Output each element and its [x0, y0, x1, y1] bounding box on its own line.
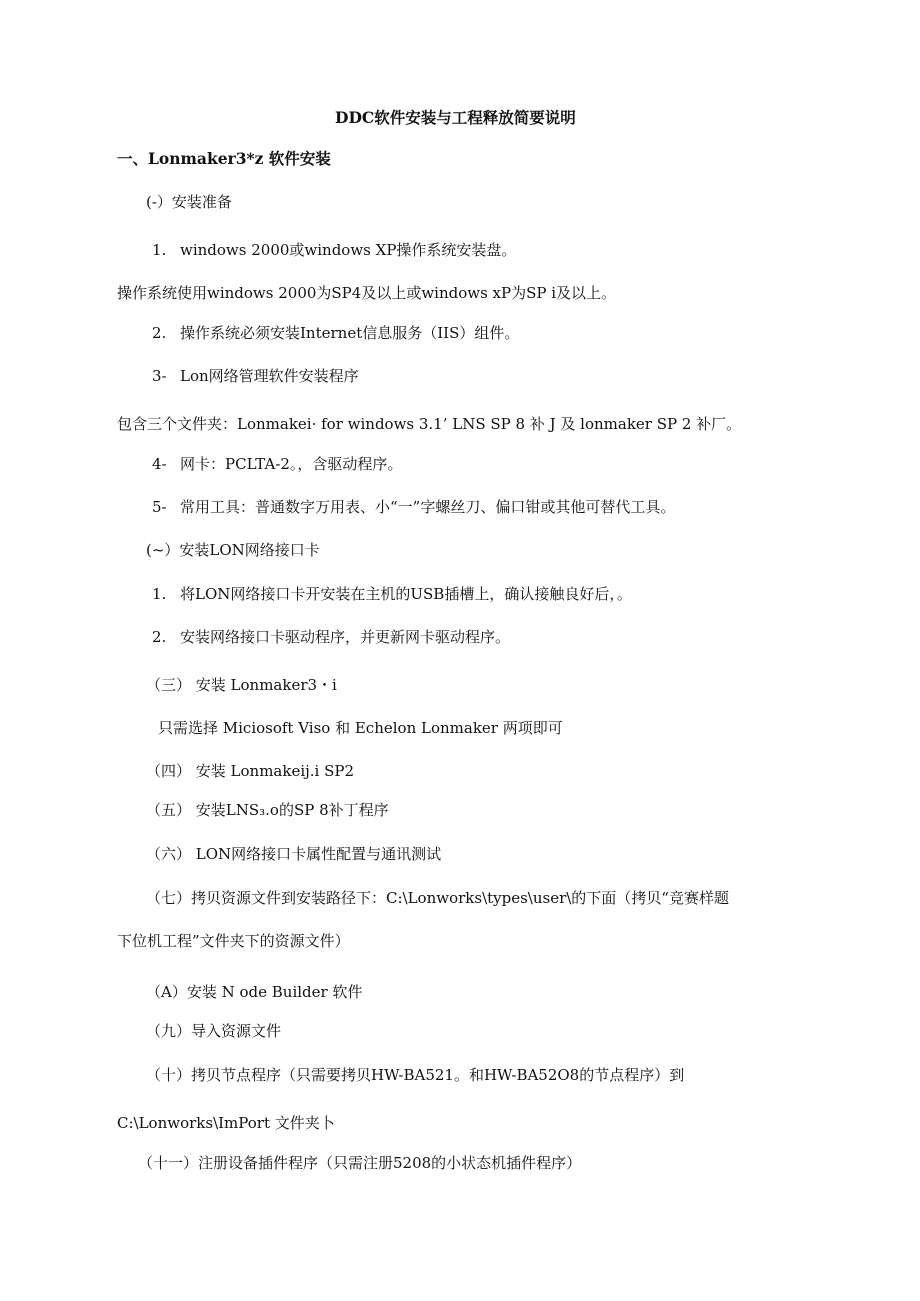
list-item-number: 3-: [152, 367, 167, 385]
subsection-heading: （十）拷贝节点程序（只需要拷贝HW-BA521。和HW-BA52O8的节点程序）到: [146, 1066, 685, 1084]
subsection-heading: （五） 安装LNS₃.o的SP 8补丁程序: [146, 801, 389, 819]
section-heading: 一、Lonmaker3*z 软件安装: [117, 149, 331, 168]
list-item: [152, 240, 516, 260]
paragraph: C:\Lonworks\ImPort 文件夹卜: [117, 1114, 335, 1132]
subsection-heading: （三） 安装 Lonmaker3・i: [146, 676, 337, 694]
list-item-number: 1.: [152, 585, 167, 603]
paragraph: 只需选择 Miciosoft Viso 和 Echelon Lonmaker 两项即可: [158, 719, 563, 737]
list-item-number: 2.: [152, 628, 167, 646]
list-item: [152, 323, 519, 343]
list-item-text: Lon网络管理软件安装程序: [180, 367, 359, 385]
subsection-heading: （四） 安装 Lonmakeij.i SP2: [146, 762, 355, 780]
list-item: [152, 627, 510, 647]
list-item-text: 将LON网络接口卡开安装在主机的USB插槽上，确认接触良好后，。: [180, 585, 632, 603]
list-item: [152, 366, 359, 386]
list-item: [152, 584, 632, 604]
list-item-text: 常用工具：普通数字万用表、小“一”字螺丝刀、偏口钳或其他可替代工具。: [180, 498, 676, 516]
subsection-heading: （A）安装 N ode Builder 软件: [146, 983, 363, 1001]
paragraph: 下位机工程”文件夹下的资源文件）: [117, 932, 350, 950]
list-item: [152, 497, 675, 517]
list-item-number: 5-: [152, 498, 167, 516]
paragraph: 包含三个文件夹：Lonmakei· for windows 3.1’ LNS SP 8 补 J 及 lonmaker SP 2 补厂。: [117, 415, 742, 433]
subsection-heading: （七）拷贝资源文件到安装路径下：C:\Lonworks\types\user\的下面（拷贝“竞赛样题: [146, 889, 729, 907]
list-item-text: 网卡：PCLTA-2。，含驱动程序。: [180, 455, 403, 473]
subsection-heading: （九）导入资源文件: [146, 1022, 282, 1040]
list-item-number: 1.: [152, 241, 167, 259]
list-item: [152, 454, 402, 474]
subsection-heading: （十一）注册设备插件程序（只需注册5208的小状态机插件程序）: [138, 1154, 582, 1172]
document-title: DDC软件安装与工程释放简要说明: [335, 108, 576, 127]
list-item-text: 安装网络接口卡驱动程序，并更新网卡驱动程序。: [180, 628, 511, 646]
list-item-number: 4-: [152, 455, 167, 473]
subsection-heading: (~）安装LON网络接口卡: [146, 541, 320, 559]
list-item-text: 操作系统必须安装Internet信息服务（IIS）组件。: [180, 324, 520, 342]
paragraph: 操作系统使用windows 2000为SP4及以上或windows xP为SP i及以上。: [117, 284, 617, 302]
subsection-heading: (-）安装准备: [146, 193, 232, 211]
list-item-number: 2.: [152, 324, 167, 342]
subsection-heading: （六） LON网络接口卡属性配置与通讯测试: [146, 845, 442, 863]
list-item-text: windows 2000或windows XP操作系统安装盘。: [180, 241, 517, 259]
